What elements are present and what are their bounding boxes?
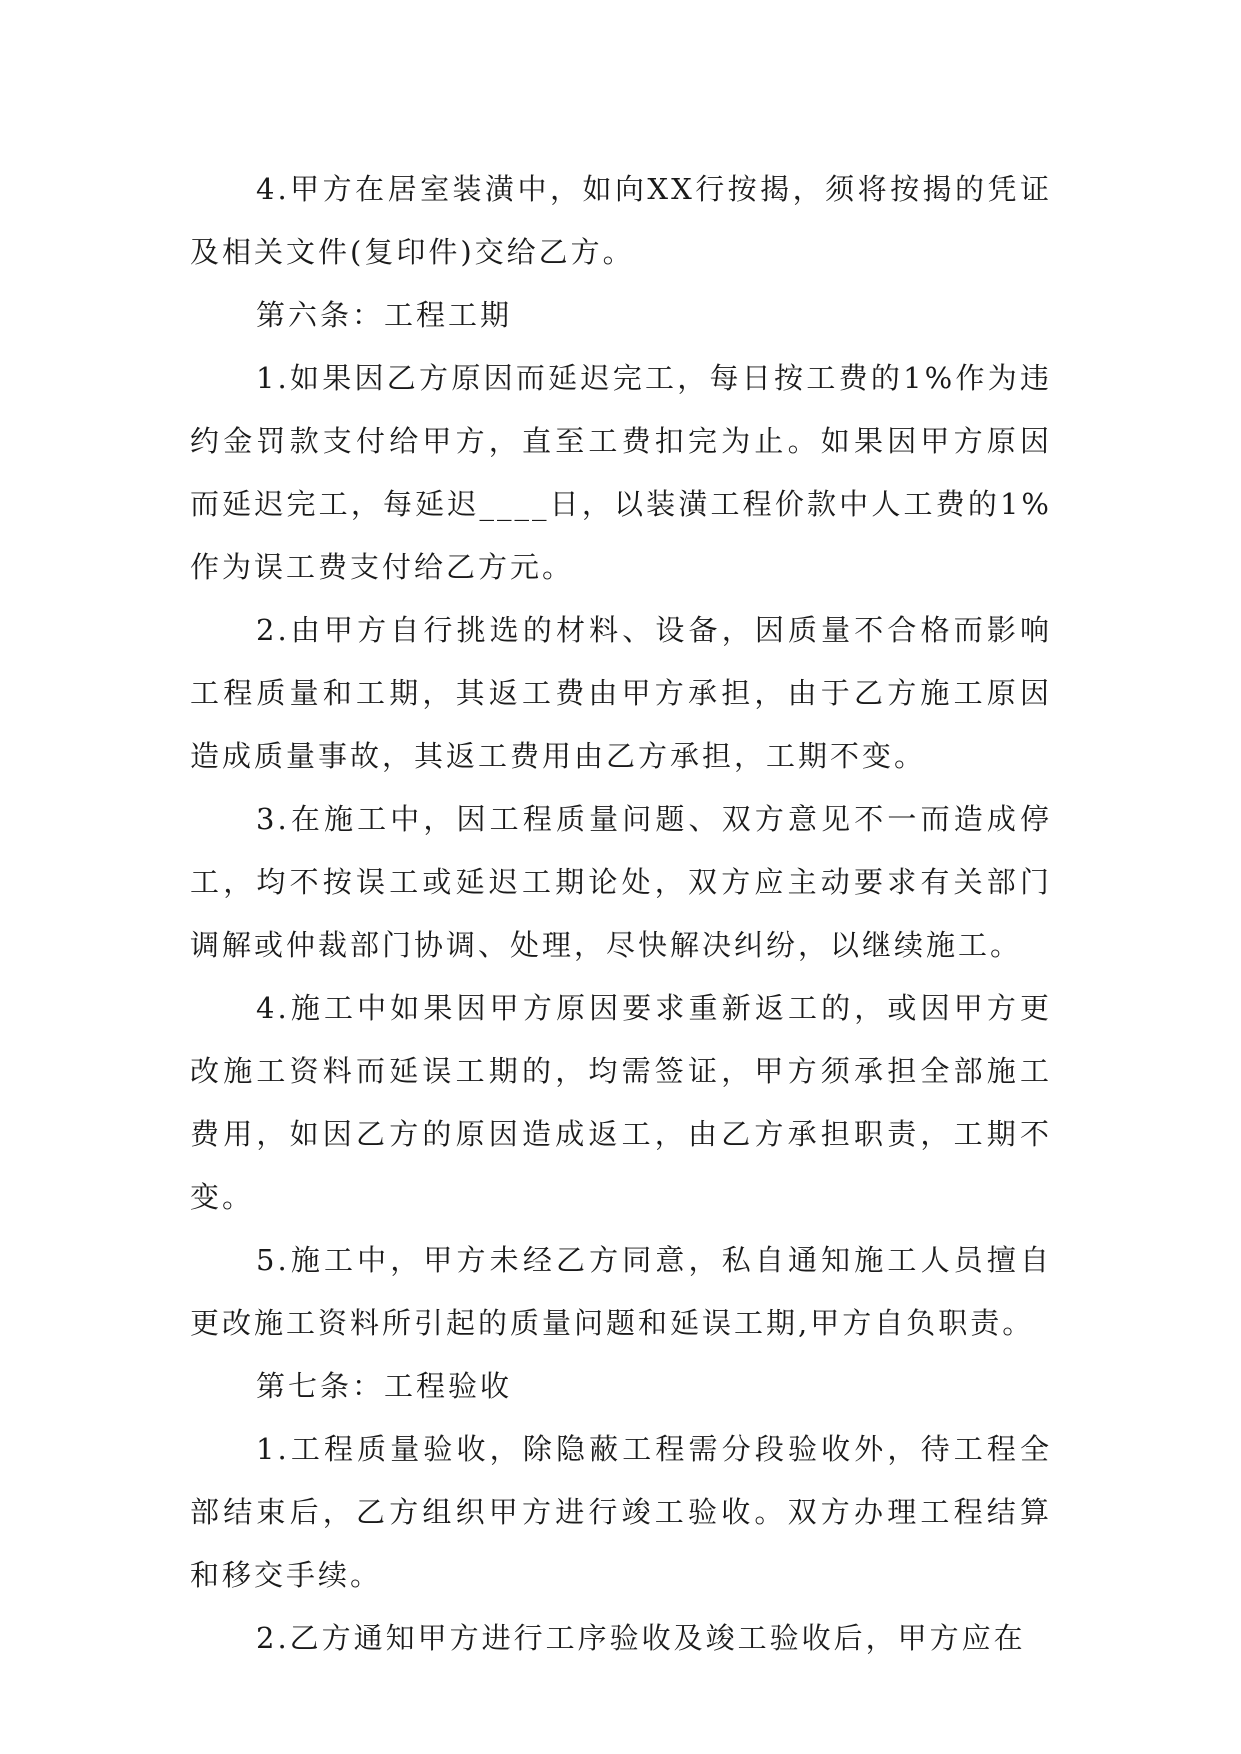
- paragraph-rework-costs: 4.施工中如果因甲方原因要求重新返工的，或因甲方更改施工资料而延误工期的，均需签证，甲方须承担全部施工费用，如因乙方的原因造成返工，由乙方承担职责，工期不变。: [190, 991, 1052, 1214]
- paragraph-completion-acceptance: 1.工程质量验收，除隐蔽工程需分段验收外，待工程全部结束后，乙方组织甲方进行竣工验收。双方办理工程结算和移交手续。: [190, 1432, 1052, 1592]
- paragraph-dispute-resolution: 3.在施工中，因工程质量问题、双方意见不一而造成停工，均不按误工或延迟工期论处，双方应主动要求有关部门调解或仲裁部门协调、处理，尽快解决纠纷，以继续施工。: [190, 802, 1052, 962]
- paragraph-mortgage-documents: 4.甲方在居室装潢中，如向XX行按揭，须将按揭的凭证及相关文件(复印件)交给乙方。: [190, 172, 1052, 269]
- paragraph-material-quality: 2.由甲方自行挑选的材料、设备，因质量不合格而影响工程质量和工期，其返工费由甲方承担，由于乙方施工原因造成质量事故，其返工费用由乙方承担，工期不变。: [190, 613, 1052, 773]
- section-heading-article-6: 第六条：工程工期: [256, 298, 513, 332]
- document-page: [190, 158, 1052, 1670]
- section-heading-article-7: 第七条：工程验收: [256, 1369, 513, 1403]
- paragraph-delay-penalty: 1.如果因乙方原因而延迟完工，每日按工费的1%作为违约金罚款支付给甲方，直至工费扣完为止。如果因甲方原因而延迟完工，每延迟____日，以装潢工程价款中人工费的1%作为误工费支付给乙方元。: [190, 361, 1052, 584]
- paragraph-unauthorized-changes: 5.施工中，甲方未经乙方同意，私自通知施工人员擅自更改施工资料所引起的质量问题和延误工期,甲方自负职责。: [190, 1243, 1052, 1340]
- paragraph-acceptance-notice: 2.乙方通知甲方进行工序验收及竣工验收后，甲方应在: [256, 1621, 1026, 1655]
